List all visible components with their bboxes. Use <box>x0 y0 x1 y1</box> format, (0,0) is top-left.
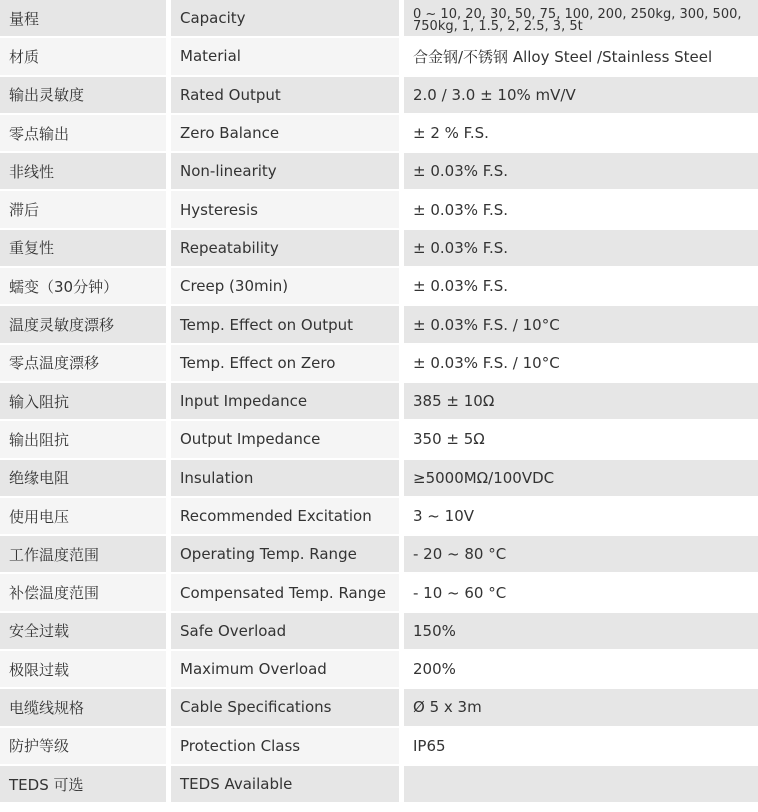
param-value: ≥5000MΩ/100VDC <box>404 460 758 496</box>
param-cn: 重复性 <box>0 230 166 266</box>
param-en: Protection Class <box>171 728 399 764</box>
param-en: Recommended Excitation <box>171 498 399 534</box>
table-row <box>0 766 758 802</box>
table-row <box>0 115 758 151</box>
param-cn: 零点温度漂移 <box>0 345 166 381</box>
param-cn: 零点输出 <box>0 115 166 151</box>
param-cn: 量程 <box>0 0 166 36</box>
param-value: 200% <box>404 651 758 687</box>
param-cn: 输出灵敏度 <box>0 77 166 113</box>
table-row <box>0 383 758 419</box>
table-row <box>0 613 758 649</box>
param-cn: 工作温度范围 <box>0 536 166 572</box>
param-en: Non-linearity <box>171 153 399 189</box>
param-value: ± 0.03% F.S. <box>404 191 758 227</box>
param-value: - 10 ~ 60 °C <box>404 574 758 610</box>
param-en: Creep (30min) <box>171 268 399 304</box>
param-value: ± 0.03% F.S. <box>404 230 758 266</box>
param-en: Repeatability <box>171 230 399 266</box>
table-row <box>0 574 758 610</box>
param-value: 3 ~ 10V <box>404 498 758 534</box>
param-en: Capacity <box>171 0 399 36</box>
table-row <box>0 651 758 687</box>
param-value-text: 0 ~ 10, 20, 30, 50, 75, 100, 200, 250kg, 300, 500, 750kg, 1, 1.5, 2, 2.5, 3, 5t <box>413 7 742 35</box>
param-value: 2.0 / 3.0 ± 10% mV/V <box>404 77 758 113</box>
table-row <box>0 230 758 266</box>
param-value: ± 0.03% F.S. <box>404 268 758 304</box>
param-value: 350 ± 5Ω <box>404 421 758 457</box>
table-row <box>0 153 758 189</box>
table-row <box>0 345 758 381</box>
param-en: Output Impedance <box>171 421 399 457</box>
table-row <box>0 536 758 572</box>
param-cn: 补偿温度范围 <box>0 574 166 610</box>
table-row <box>0 306 758 342</box>
param-cn: TEDS 可选 <box>0 766 166 802</box>
param-cn: 温度灵敏度漂移 <box>0 306 166 342</box>
param-value: 385 ± 10Ω <box>404 383 758 419</box>
table-row <box>0 268 758 304</box>
param-cn: 安全过载 <box>0 613 166 649</box>
param-en: Insulation <box>171 460 399 496</box>
param-cn: 极限过载 <box>0 651 166 687</box>
param-cn: 输出阻抗 <box>0 421 166 457</box>
param-cn: 输入阻抗 <box>0 383 166 419</box>
param-cn: 非线性 <box>0 153 166 189</box>
param-value: 合金钢/不锈钢 Alloy Steel /Stainless Steel <box>404 38 758 74</box>
param-en: Safe Overload <box>171 613 399 649</box>
param-en: Cable Specifications <box>171 689 399 725</box>
param-en: Maximum Overload <box>171 651 399 687</box>
param-value: IP65 <box>404 728 758 764</box>
param-value: Ø 5 x 3m <box>404 689 758 725</box>
param-en: Input Impedance <box>171 383 399 419</box>
param-value: ± 2 % F.S. <box>404 115 758 151</box>
param-value <box>404 0 758 36</box>
param-cn: 滞后 <box>0 191 166 227</box>
param-cn: 蠕变（30分钟） <box>0 268 166 304</box>
param-cn: 防护等级 <box>0 728 166 764</box>
param-en: Rated Output <box>171 77 399 113</box>
param-value: 150% <box>404 613 758 649</box>
param-en: Hysteresis <box>171 191 399 227</box>
param-en: Temp. Effect on Zero <box>171 345 399 381</box>
table-row <box>0 460 758 496</box>
table-row <box>0 728 758 764</box>
param-en: TEDS Available <box>171 766 399 802</box>
table-row <box>0 689 758 725</box>
param-en: Operating Temp. Range <box>171 536 399 572</box>
param-cn: 电缆线规格 <box>0 689 166 725</box>
param-cn: 材质 <box>0 38 166 74</box>
param-value: ± 0.03% F.S. / 10°C <box>404 345 758 381</box>
table-row <box>0 498 758 534</box>
param-en: Temp. Effect on Output <box>171 306 399 342</box>
table-row <box>0 191 758 227</box>
param-en: Compensated Temp. Range <box>171 574 399 610</box>
table-row <box>0 0 758 36</box>
table-row <box>0 77 758 113</box>
param-en: Zero Balance <box>171 115 399 151</box>
param-en: Material <box>171 38 399 74</box>
param-cn: 使用电压 <box>0 498 166 534</box>
table-row <box>0 38 758 74</box>
param-value: ± 0.03% F.S. <box>404 153 758 189</box>
param-value <box>404 766 758 802</box>
param-value: ± 0.03% F.S. / 10°C <box>404 306 758 342</box>
param-value: - 20 ~ 80 °C <box>404 536 758 572</box>
table-row <box>0 421 758 457</box>
param-cn: 绝缘电阻 <box>0 460 166 496</box>
